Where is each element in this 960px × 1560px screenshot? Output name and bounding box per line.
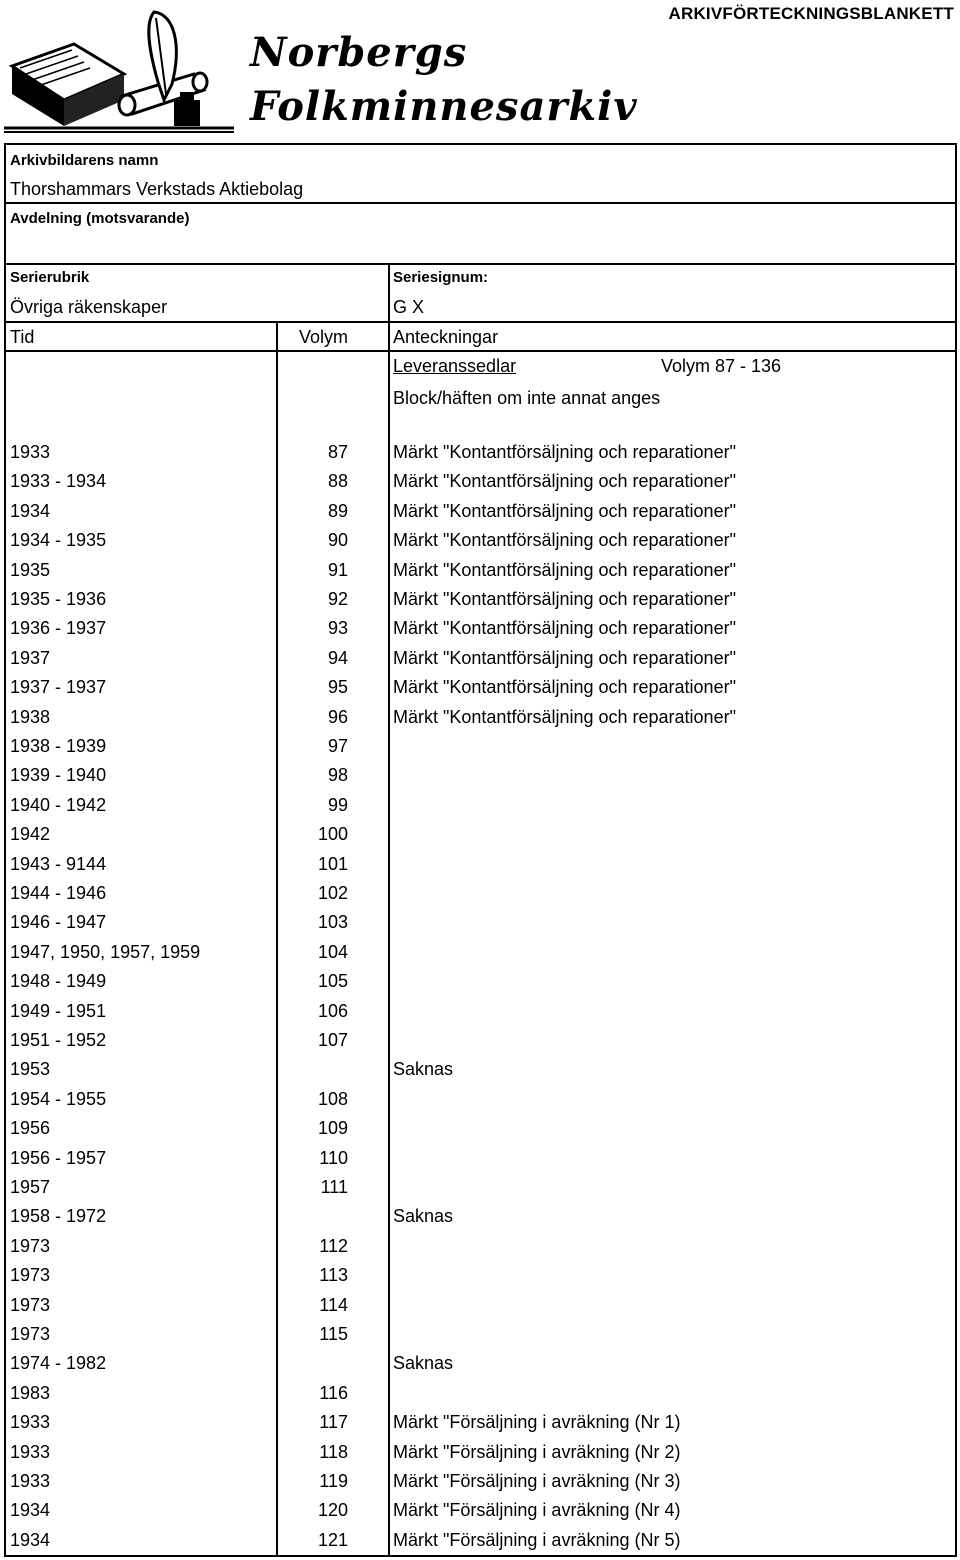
row-tid: 1947, 1950, 1957, 1959 (10, 941, 201, 962)
row-tid: 1956 (10, 1118, 51, 1139)
table-row (6, 1234, 955, 1263)
row-tid: 1949 - 1951 (10, 1000, 107, 1021)
table-row (6, 1381, 955, 1410)
row-note: Saknas (393, 1206, 454, 1227)
table-row (6, 793, 955, 822)
table-row (6, 616, 955, 645)
row-note: Saknas (393, 1059, 454, 1080)
row-tid: 1956 - 1957 (10, 1147, 107, 1168)
row-note: Märkt "Kontantförsäljning och reparationer" (393, 706, 736, 727)
logo-line-2: Folkminnesarkiv (250, 83, 638, 130)
table-row (6, 1204, 955, 1233)
row-volym: 102 (317, 883, 348, 903)
rule (6, 202, 955, 204)
logo-line-1: Norbergs (250, 29, 468, 76)
row-tid: 1983 (10, 1382, 51, 1403)
table-row (6, 881, 955, 910)
row-volym: 113 (319, 1265, 348, 1286)
row-volym: 114 (319, 1294, 348, 1315)
table-row (6, 1498, 955, 1527)
row-volym: 87 (327, 442, 348, 462)
table-row (6, 969, 955, 998)
rule (6, 350, 955, 352)
form-title: ARKIVFÖRTECKNINGSBLANKETT (668, 4, 954, 23)
row-tid: 1933 (10, 1412, 51, 1433)
row-volym: 97 (327, 736, 348, 756)
table-row (6, 1293, 955, 1322)
table-row (6, 1410, 955, 1439)
row-volym: 90 (327, 530, 348, 551)
subheading-note: Block/häften om inte annat anges (393, 388, 661, 408)
table-row (6, 1263, 955, 1292)
row-tid: 1938 - 1939 (10, 736, 107, 756)
row-note: Märkt "Kontantförsäljning och reparationer" (393, 530, 736, 551)
column-header-tid: Tid (10, 327, 35, 347)
row-volym: 106 (317, 1000, 348, 1021)
row-note: Märkt "Kontantförsäljning och reparationer" (393, 589, 736, 609)
table-row (6, 1440, 955, 1469)
rule (6, 263, 955, 265)
row-tid: 1934 (10, 1529, 51, 1550)
row-volym: 89 (327, 500, 348, 521)
row-tid: 1973 (10, 1265, 51, 1286)
row-volym: 100 (317, 824, 348, 845)
table-row (6, 705, 955, 734)
row-volym: 105 (317, 971, 348, 992)
row-tid: 1958 - 1972 (10, 1206, 107, 1227)
archive-creator-value: Thorshammars Verkstads Aktiebolag (10, 179, 304, 199)
row-volym: 94 (327, 647, 348, 668)
row-tid: 1957 (10, 1177, 51, 1197)
table-row (6, 1057, 955, 1086)
row-tid: 1937 (10, 647, 51, 668)
row-volym: 109 (317, 1118, 348, 1139)
table-row (6, 1146, 955, 1175)
row-tid: 1946 - 1947 (10, 912, 107, 933)
row-tid: 1944 - 1946 (10, 883, 107, 903)
row-volym: 93 (327, 618, 348, 639)
row-tid: 1974 - 1982 (10, 1353, 107, 1374)
series-value: Övriga räkenskaper (10, 297, 168, 317)
row-volym: 121 (317, 1529, 348, 1550)
row-note: Märkt "Försäljning i avräkning (Nr 5) (393, 1529, 681, 1550)
table-row (6, 469, 955, 498)
row-tid: 1933 (10, 1471, 51, 1491)
table-row (6, 822, 955, 851)
row-volym: 95 (327, 677, 348, 698)
table-row (6, 587, 955, 616)
table-row (6, 499, 955, 528)
row-volym: 120 (317, 1500, 348, 1521)
row-tid: 1940 - 1942 (10, 794, 107, 815)
row-tid: 1936 - 1937 (10, 618, 107, 639)
row-tid: 1973 (10, 1324, 51, 1344)
row-tid: 1943 - 9144 (10, 853, 107, 874)
row-tid: 1938 (10, 706, 51, 727)
archive-logo-illustration (4, 4, 234, 136)
series-signum-label: Seriesignum: (393, 269, 489, 286)
row-volym: 110 (319, 1147, 348, 1168)
row-tid: 1939 - 1940 (10, 765, 107, 786)
row-note: Saknas (393, 1353, 454, 1374)
row-tid: 1934 - 1935 (10, 530, 107, 551)
row-volym: 92 (327, 589, 348, 609)
subheading-title: Leveranssedlar (393, 356, 517, 376)
row-note: Märkt "Försäljning i avräkning (Nr 1) (393, 1412, 681, 1433)
table-row (6, 1087, 955, 1116)
table-row (6, 558, 955, 587)
department-label: Avdelning (motsvarande) (10, 210, 190, 227)
row-volym: 115 (319, 1324, 348, 1344)
row-tid: 1953 (10, 1059, 51, 1080)
table-row (6, 999, 955, 1028)
rule (6, 321, 955, 323)
table-row (6, 1528, 955, 1557)
table-row (6, 1469, 955, 1498)
column-header-notes: Anteckningar (393, 327, 499, 347)
row-tid: 1933 (10, 442, 51, 462)
row-note: Märkt "Försäljning i avräkning (Nr 4) (393, 1500, 681, 1521)
row-tid: 1948 - 1949 (10, 971, 107, 992)
row-tid: 1935 (10, 559, 51, 580)
column-header-volym: Volym (298, 327, 348, 347)
row-volym: 119 (319, 1471, 348, 1491)
row-volym: 107 (317, 1030, 348, 1050)
row-volym: 96 (327, 706, 348, 727)
row-tid: 1942 (10, 824, 51, 845)
row-volym: 104 (317, 941, 348, 962)
row-tid: 1934 (10, 500, 51, 521)
table-row (6, 675, 955, 704)
row-volym: 116 (319, 1382, 348, 1403)
table-row (6, 940, 955, 969)
row-volym: 112 (319, 1235, 348, 1256)
row-tid: 1954 - 1955 (10, 1088, 107, 1109)
table-row (6, 852, 955, 881)
table-row (6, 763, 955, 792)
table-row (6, 1116, 955, 1145)
table-row (6, 1322, 955, 1351)
row-volym: 101 (317, 853, 348, 874)
row-volym: 103 (317, 912, 348, 933)
row-volym: 91 (327, 559, 348, 580)
row-tid: 1935 - 1936 (10, 589, 107, 609)
row-note: Märkt "Kontantförsäljning och reparationer" (393, 559, 736, 580)
row-note: Märkt "Kontantförsäljning och reparationer" (393, 500, 736, 521)
table-row (6, 440, 955, 469)
row-volym: 111 (320, 1177, 348, 1197)
row-tid: 1933 - 1934 (10, 471, 107, 492)
row-volym: 98 (327, 765, 348, 786)
row-note: Märkt "Försäljning i avräkning (Nr 3) (393, 1471, 681, 1491)
table-row (6, 1351, 955, 1380)
series-label: Serierubrik (10, 269, 90, 286)
row-tid: 1951 - 1952 (10, 1030, 107, 1050)
row-volym: 118 (319, 1441, 348, 1462)
table-row (6, 1028, 955, 1057)
row-tid: 1973 (10, 1294, 51, 1315)
row-volym: 99 (327, 794, 348, 815)
row-note: Märkt "Kontantförsäljning och reparationer" (393, 647, 736, 668)
row-volym: 117 (319, 1412, 348, 1433)
row-note: Märkt "Kontantförsäljning och reparationer" (393, 442, 736, 462)
archive-creator-label: Arkivbildarens namn (10, 152, 159, 169)
row-tid: 1937 - 1937 (10, 677, 107, 698)
table-row (6, 1175, 955, 1204)
row-tid: 1973 (10, 1235, 51, 1256)
row-note: Märkt "Kontantförsäljning och reparationer" (393, 677, 736, 698)
row-tid: 1933 (10, 1441, 51, 1462)
row-volym: 88 (327, 471, 348, 492)
series-signum-value: G X (393, 297, 425, 317)
archive-form (4, 143, 957, 1557)
row-note: Märkt "Kontantförsäljning och reparationer" (393, 618, 736, 639)
table-row (6, 646, 955, 675)
logo-wordmark (250, 26, 638, 134)
table-row (6, 734, 955, 763)
row-volym: 108 (317, 1088, 348, 1109)
table-row (6, 528, 955, 557)
row-note: Märkt "Kontantförsäljning och reparationer" (393, 471, 736, 492)
table-row (6, 910, 955, 939)
subheading-volumes: Volym 87 - 136 (661, 356, 782, 376)
row-note: Märkt "Försäljning i avräkning (Nr 2) (393, 1441, 681, 1462)
row-tid: 1934 (10, 1500, 51, 1521)
